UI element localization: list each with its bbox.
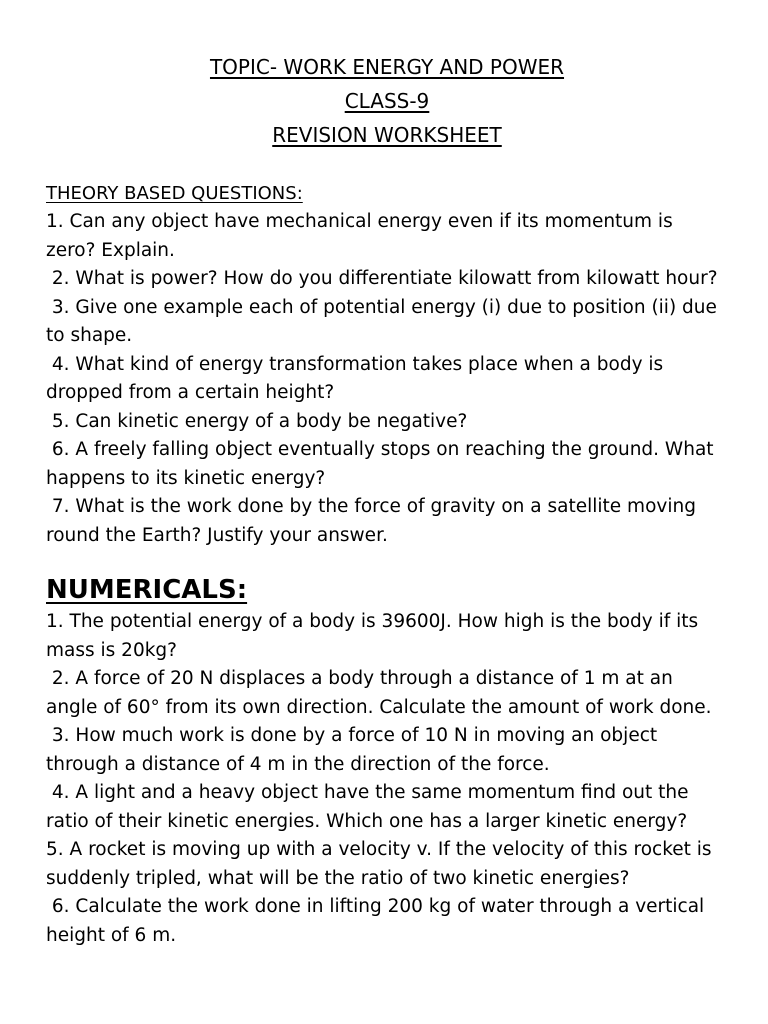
numericals-section (46, 572, 728, 950)
theory-question: 5. Can kinetic energy of a body be negative? (46, 410, 468, 432)
theory-question: 6. A freely falling object eventually stops on reaching the ground. What happens to its kinetic energy? (46, 439, 720, 489)
numerical-question: 2. A force of 20 N displaces a body through a distance of 1 m at an angle of 60° from its own direction. Calculate the amount of work done. (46, 668, 712, 718)
class-title: CLASS-9 (344, 89, 430, 113)
numericals-heading: NUMERICALS: (46, 575, 248, 605)
theory-question: 7. What is the work done by the force of gravity on a satellite moving round the Earth? Justify your answer. (46, 496, 702, 546)
theory-question: 3. Give one example each of potential energy (i) due to position (ii) due to shape. (46, 296, 723, 346)
theory-section (46, 180, 728, 550)
numerical-question: 1. The potential energy of a body is 39600J. How high is the body if its mass is 20kg? (46, 611, 705, 661)
worksheet-header (46, 50, 728, 152)
theory-heading: THEORY BASED QUESTIONS: (46, 183, 303, 204)
topic-title: TOPIC- WORK ENERGY AND POWER (209, 55, 565, 79)
numerical-question: 5. A rocket is moving up with a velocity v. If the velocity of this rocket is suddenly tripled, what will be the ratio of two kinetic energies? (46, 839, 718, 889)
numerical-question: 4. A light and a heavy object have the same momentum find out the ratio of their kinetic energies. Which one has a larger kinetic energy? (46, 782, 695, 832)
theory-question: 2. What is power? How do you differentiate kilowatt from kilowatt hour? (46, 268, 718, 289)
numerical-question: 6. Calculate the work done in lifting 200 kg of water through a vertical height of 6 m. (46, 896, 711, 946)
theory-question: 1. Can any object have mechanical energy even if its momentum is zero? Explain. (46, 211, 679, 261)
theory-question: 4. What kind of energy transformation takes place when a body is dropped from a certain height? (46, 353, 670, 403)
numerical-question: 3. How much work is done by a force of 10 N in moving an object through a distance of 4 m in the direction of the force. (46, 725, 664, 775)
worksheet-title: REVISION WORKSHEET (272, 123, 502, 147)
